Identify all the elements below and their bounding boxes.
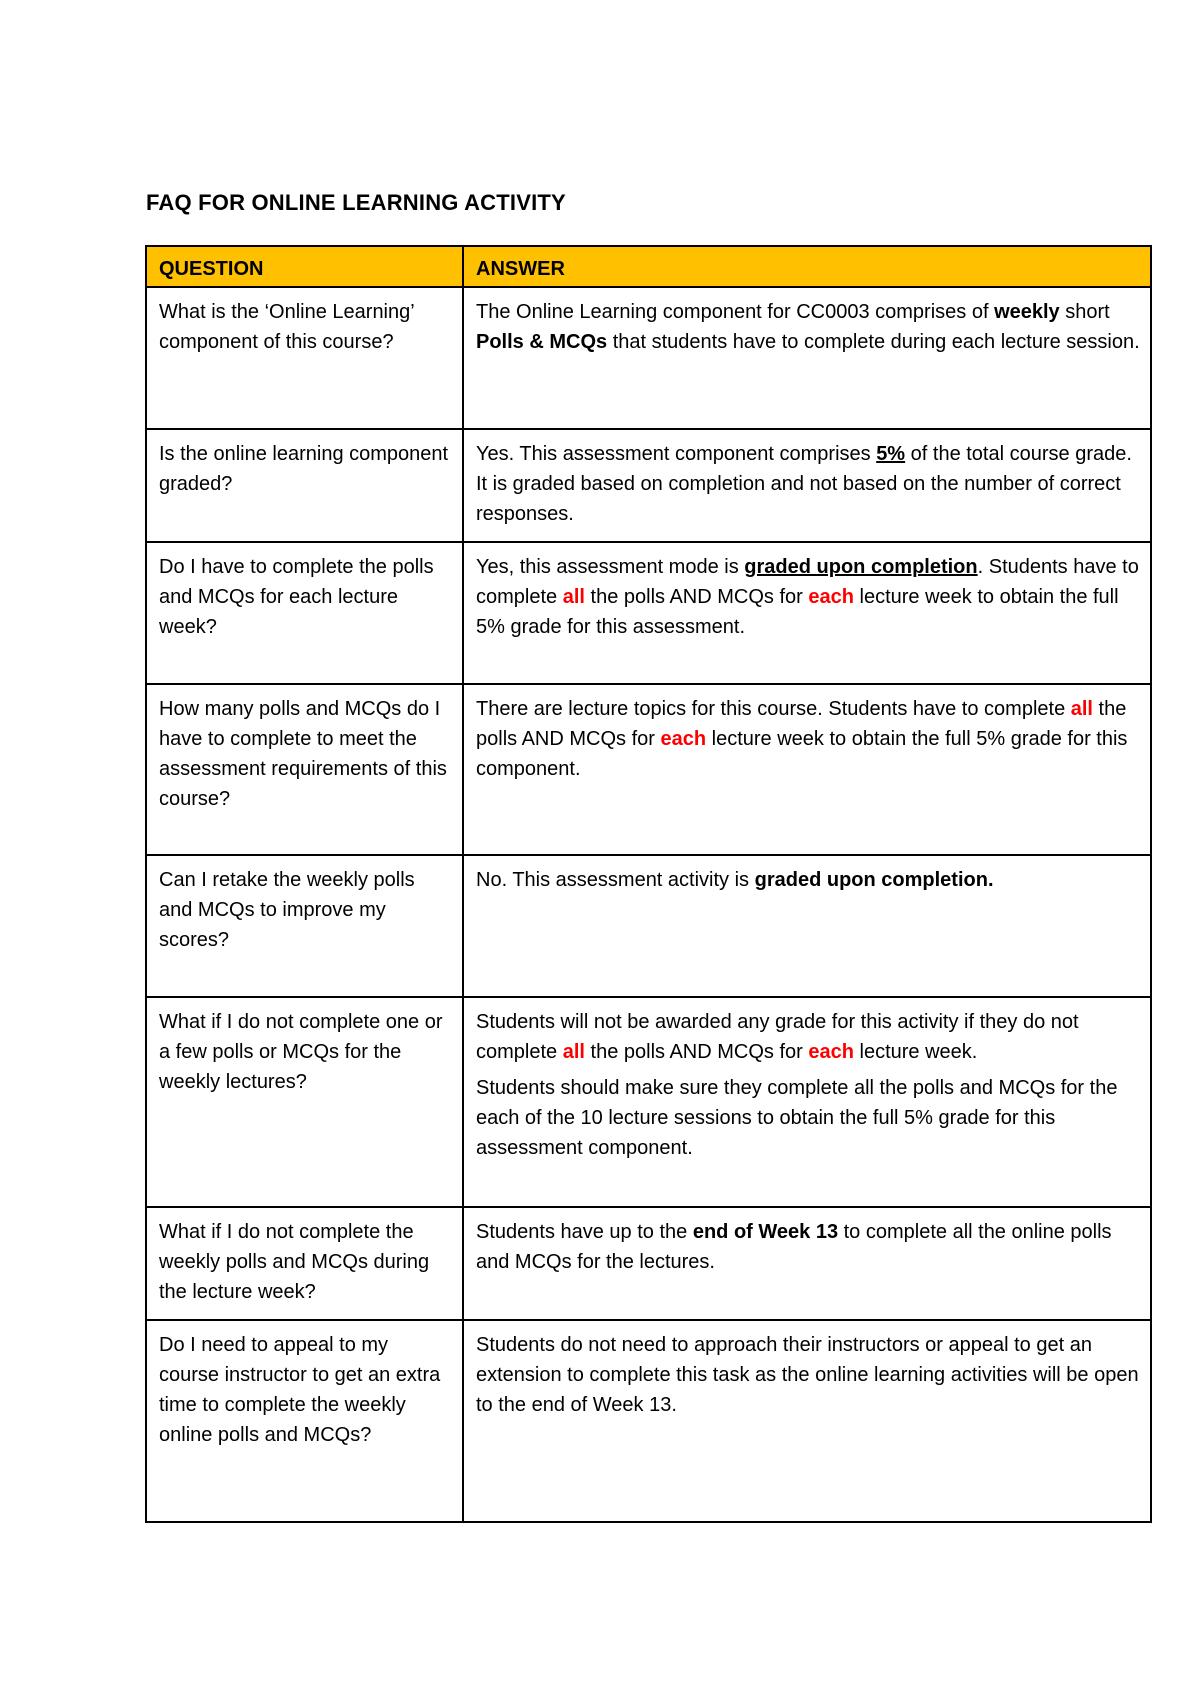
answer-text-run: all (562, 586, 585, 608)
table-row (146, 684, 1151, 855)
answer-text-run: There are lecture topics for this course. Students have to complete (476, 698, 1071, 720)
answer-text-run: graded upon completion (744, 556, 978, 578)
answer-column-header: ANSWER (463, 246, 1151, 287)
table-row (146, 542, 1151, 684)
answer-text-run: the polls AND MCQs for (584, 1041, 809, 1063)
answer-text-run: Yes. This assessment component comprises (476, 443, 877, 465)
answer-text-run: Yes, this assessment mode is (476, 556, 745, 578)
answer-text-run: Students do not need to approach their instructors or appeal to get an extension to complete this task as the online learning activities will be open to the end of Week 13. (476, 1334, 1139, 1416)
question-cell: What is the ‘Online Learning’ component of this course? (146, 287, 463, 429)
answer-text-run: all (1070, 698, 1093, 720)
answer-text-run: of the total course grade. It is graded based on completion and not based on the number of correct responses. (476, 443, 1132, 525)
table-header-row (146, 246, 1151, 287)
answer-text-run: short (1059, 301, 1110, 323)
answer-text-run: each (808, 1041, 854, 1063)
answer-paragraph (476, 694, 1140, 784)
answer-cell (463, 429, 1151, 542)
answer-text-run: the polls AND MCQs for (584, 586, 809, 608)
table-row (146, 855, 1151, 997)
answer-text-run: each (808, 586, 854, 608)
question-cell: Is the online learning component graded? (146, 429, 463, 542)
answer-cell (463, 855, 1151, 997)
answer-text-run: No. This assessment activity is (476, 869, 755, 891)
answer-paragraph (476, 1007, 1140, 1067)
answer-paragraph (476, 1330, 1140, 1420)
answer-cell (463, 1207, 1151, 1320)
answer-paragraph (476, 297, 1140, 357)
answer-text-run: 5% (876, 443, 906, 465)
table-row (146, 287, 1151, 429)
answer-text-run: that students have to complete during each lecture session. (607, 331, 1140, 353)
question-column-header: QUESTION (146, 246, 463, 287)
question-cell: What if I do not complete the weekly polls and MCQs during the lecture week? (146, 1207, 463, 1320)
document-title: FAQ FOR ONLINE LEARNING ACTIVITY (146, 190, 566, 215)
answer-cell (463, 542, 1151, 684)
answer-text-run: The Online Learning component for CC0003 comprises of (476, 301, 995, 323)
answer-text-run: lecture week to obtain the full 5% grade for this assessment. (476, 586, 1119, 638)
question-cell: What if I do not complete one or a few polls or MCQs for the weekly lectures? (146, 997, 463, 1207)
answer-cell (463, 1320, 1151, 1522)
table-row (146, 1207, 1151, 1320)
answer-text-run: end of Week 13 (692, 1221, 839, 1243)
question-cell: Can I retake the weekly polls and MCQs to improve my scores? (146, 855, 463, 997)
answer-text-run: each (660, 728, 707, 750)
answer-text-run: weekly (994, 301, 1060, 323)
question-cell: How many polls and MCQs do I have to complete to meet the assessment requirements of this course? (146, 684, 463, 855)
question-cell: Do I have to complete the polls and MCQs for each lecture week? (146, 542, 463, 684)
answer-cell (463, 287, 1151, 429)
answer-text-run: Students have up to the (476, 1221, 693, 1243)
answer-text-run: all (562, 1041, 585, 1063)
question-cell: Do I need to appeal to my course instructor to get an extra time to complete the weekly online polls and MCQs? (146, 1320, 463, 1522)
answer-text-run: Students should make sure they complete all the polls and MCQs for the each of the 10 lecture sessions to obtain the full 5% grade for this assessment component. (476, 1077, 1118, 1159)
answer-paragraph (476, 1073, 1140, 1163)
answer-paragraph (476, 865, 1140, 895)
answer-cell (463, 684, 1151, 855)
answer-text-run: the polls AND MCQs for (476, 698, 1127, 750)
answer-text-run: lecture week. (853, 1041, 978, 1063)
answer-text-run: to complete all the online polls and MCQs for the lectures. (476, 1221, 1112, 1273)
faq-table (145, 245, 1152, 1523)
answer-text-run: . Students have to complete (476, 556, 1139, 608)
answer-text-run: lecture week to obtain the full 5% grade for this component. (476, 728, 1128, 780)
table-row (146, 997, 1151, 1207)
answer-text-run: graded upon completion. (754, 869, 994, 891)
answer-text-run: Students will not be awarded any grade for this activity if they do not complete (476, 1011, 1079, 1063)
answer-paragraph (476, 552, 1140, 642)
table-row (146, 429, 1151, 542)
answer-paragraph (476, 439, 1140, 529)
answer-text-run: Polls & MCQs (476, 331, 608, 353)
answer-cell (463, 997, 1151, 1207)
table-row (146, 1320, 1151, 1522)
answer-paragraph (476, 1217, 1140, 1277)
